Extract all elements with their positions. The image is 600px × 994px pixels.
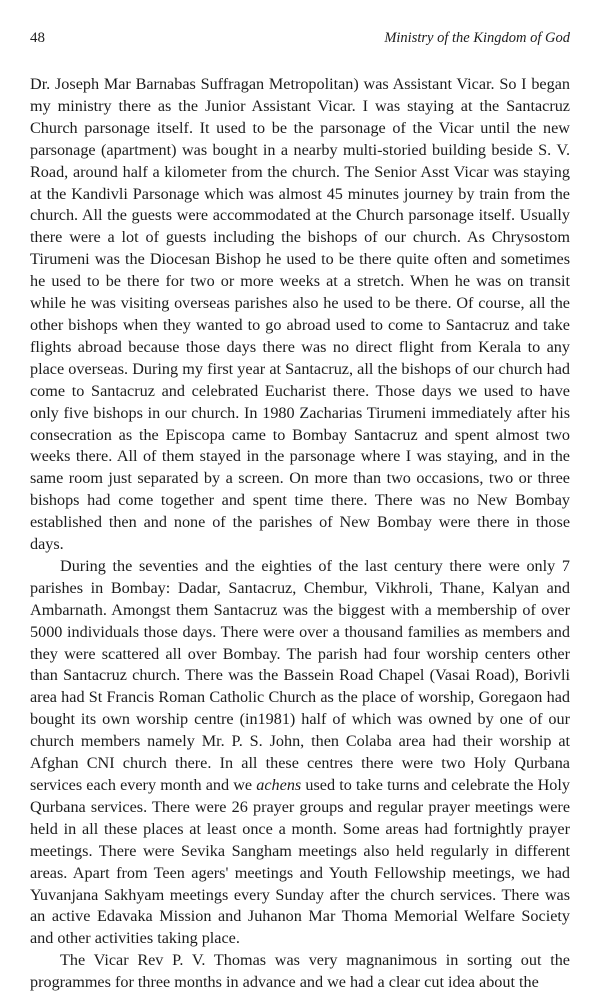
body-text bbox=[30, 74, 570, 994]
paragraph-2 bbox=[30, 556, 570, 950]
paragraph-1: Dr. Joseph Mar Barnabas Suffragan Metropolitan) was Assistant Vicar. So I began my ministry there as the Junior Assistant Vicar. I was staying at the Santacruz Church parsonage itself. It used to be the parsonage of the Vicar until the new parsonage (apartment) was bought in a nearby multi-storied building beside S. V. Road, around half a kilometer from the church. The Senior Asst Vicar was staying at the Kandivli Parsonage which was almost 45 minutes journey by train from the church. All the guests were accommodated at the Church parsonage itself. Usually there were a lot of guests including the bishops of our church. As Chrysostom Tirumeni was the Diocesan Bishop he used to be there quite often and sometimes he used to be there for two or more weeks at a stretch. When he was on transit while he was visiting overseas parishes also he used to be there. Of course, all the other bishops when they wanted to go abroad used to come to Santacruz and take flights abroad because those days there was no direct flight from Kerala to any place overseas. During my first year at Santacruz, all the bishops of our church had come to Santacruz and celebrated Eucharist there. Those days we used to have only five bishops in our church. In 1980 Zacharias Tirumeni immediately after his consecration as the Episcopa came to Bombay Santacruz and spent almost two weeks there. All of them stayed in the parsonage where I was staying, and in the same room just separated by a screen. On more than two occasions, two or three bishops had come together and spent time there. There was no New Bombay established then and none of the parishes of New Bombay were there in those days. bbox=[30, 75, 570, 554]
paragraph-2-text-start: During the seventies and the eighties of the last century there were only 7 parishes in Bombay: Dadar, Santacruz, Chembur, Vikhroli, Thane, Kalyan and Ambarnath. Amongst them Santacruz was the biggest with a membership of over 5000 individuals those days. There were over a thousand families as members and they were scattered all over Bombay. The parish had four worship centers other than Santacruz church. There was the Bassein Road Chapel (Vasai Road), Borivli area had St Francis Roman Catholic Church as the place of worship, Goregaon had bought its own worship centre (in1981) half of which was owned by one of our church members namely Mr. P. S. John, then Colaba area had their worship at Afghan CNI church there. In all these centres there were two Holy Qurbana services each every month and we bbox=[30, 556, 570, 794]
page-number: 48 bbox=[30, 30, 45, 46]
paragraph-2-text-end: used to take turns and celebrate the Holy Qurbana services. There were 26 prayer groups and regular prayer meetings were held in all these places at least once a month. Some areas had fortnightly prayer meetings. There were Sevika Sangham meetings also held regularly in different areas. Apart from Teen agers' meetings and Youth Fellowship meetings, we had Yuvanjana Sakhyam meetings every Sunday after the church services. There was an active Edavaka Mission and Juhanon Mar Thoma Memorial Welfare Society and other activities taking place. bbox=[30, 776, 570, 948]
running-title: Ministry of the Kingdom of God bbox=[384, 30, 570, 46]
paragraph-3: The Vicar Rev P. V. Thomas was very magnanimous in sorting out the programmes for three months in advance and we had a clear cut idea about the bbox=[30, 951, 570, 992]
page-header bbox=[30, 30, 570, 52]
italic-term-achens: achens bbox=[256, 776, 302, 794]
